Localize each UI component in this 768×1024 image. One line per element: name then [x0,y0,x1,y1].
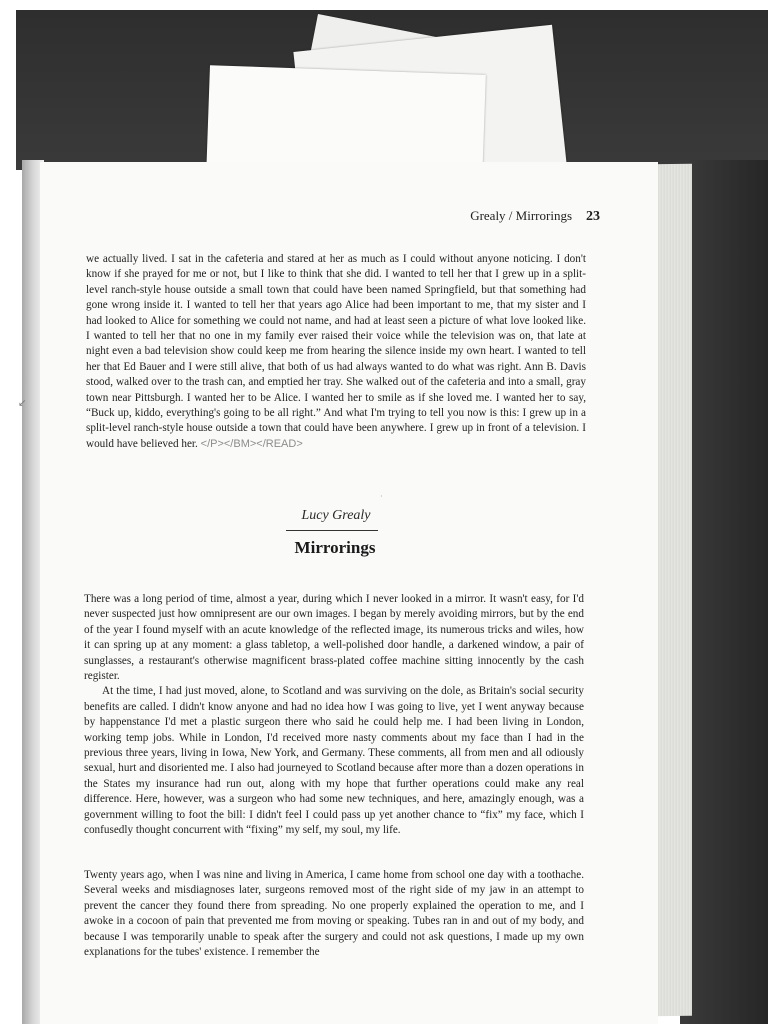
article-paragraph: There was a long period of time, almost a year, during which I never looked in a mirror. It wasn't easy, for I'd never suspected just how omnipresent are our own images. I began by merely avoiding mirrors, but by the end of the year I found myself with an acute knowledge of the reflected image, its numerous tricks and wiles, how it can spring up at any moment: a glass tabletop, a well-polished door handle, a darkened window, a pair of sunglasses, a restaurant's otherwise magnificent brass-plated coffee machine sitting innocently by the cash register. [84,593,584,683]
running-title: Grealy / Mirrorings [470,208,572,223]
markup-tags: </P></BM></READ> [200,437,303,450]
article-opening [84,592,584,839]
article-title: Mirrorings [294,538,376,557]
article-paragraph: At the time, I had just moved, alone, to Scotland and was surviving on the dole, as Britain's social security benefits are called. I didn't know anyone and had no idea how I was going to live, yet I went anyway because by happenstance I'd met a plastic surgeon there who said he could help me. I had been living in London, working temp jobs. While in London, I'd received more nasty comments about my face than I had in the previous three years, living in Iowa, New York, and Germany. These comments, all from men and all odiously sexual, hurt and disoriented me. I also had journeyed to Scotland because after more than a dozen operations in the States my insurance had run out, along with my hope that further operations could make any real difference. Here, however, was a surgeon who had some new techniques, and here, amazingly enough, was a government willing to foot the bill: I didn't feel I could pass up yet another chance to “fix” my face, which I confusedly thought concurrent with “fixing” my self, my soul, my life. [84,685,584,837]
running-header [440,208,600,225]
page-number: 23 [586,209,600,224]
background-right-surface [680,160,768,1024]
previous-piece-paragraph: we actually lived. I sat in the cafeteria and stared at her as much as I could without anyone noticing. I don't know if she prayed for me or not, but I like to think that she did. I wanted to tell her that I grew up in a split-level ranch-style house outside a small town that could have been named Springfield, but that something had gone wrong inside it. I wanted to tell her that years ago Alice had been important to me, that my sister and I had looked to Alice for something we could not name, and had at least seen a picture of what love looked like. I wanted to tell her that no one in my family ever raised their voice while the television was on, that late at night even a bad television show could keep me from hearing the silence inside my own heart. I wanted to tell her that Ed Bauer and I were still alive, that both of us had always wanted to do what was right. Ann B. Davis stood, walked over to the trash can, and emptied her tray. She walked out of the cafeteria and into a small, gray town near Pittsburgh. I wanted her to be Alice. I wanted her to smile as if she loved me. I wanted her to say, “Buck up, kiddo, everything's going to be all right.” And what I'm trying to tell you now is this: I grew up in a split-level ranch-style house outside a town that could have been anywhere. I grew up in front of a television. I would have believed her. [86,253,586,450]
article-section [84,868,584,960]
section-paragraph: Twenty years ago, when I was nine and living in America, I came home from school one day with a toothache. Several weeks and misdiagnoses later, surgeons removed most of the right side of my jaw in an attempt to prevent the cancer they found there from spreading. No one properly explained the operation to me, and I awoke in a cocoon of pain that prevented me from moving or speaking. Tubes ran in and out of my body, and because I was temporarily unable to speak after the surgery and could not ask questions, I made up my own explanations for the tubes' existence. I remember the [84,869,584,959]
article-author: Lucy Grealy [301,508,371,523]
margin-pencil-mark: ↙ [18,398,27,409]
previous-piece-ending [86,252,586,452]
title-divider [286,530,378,531]
page-speck: · [380,492,383,501]
